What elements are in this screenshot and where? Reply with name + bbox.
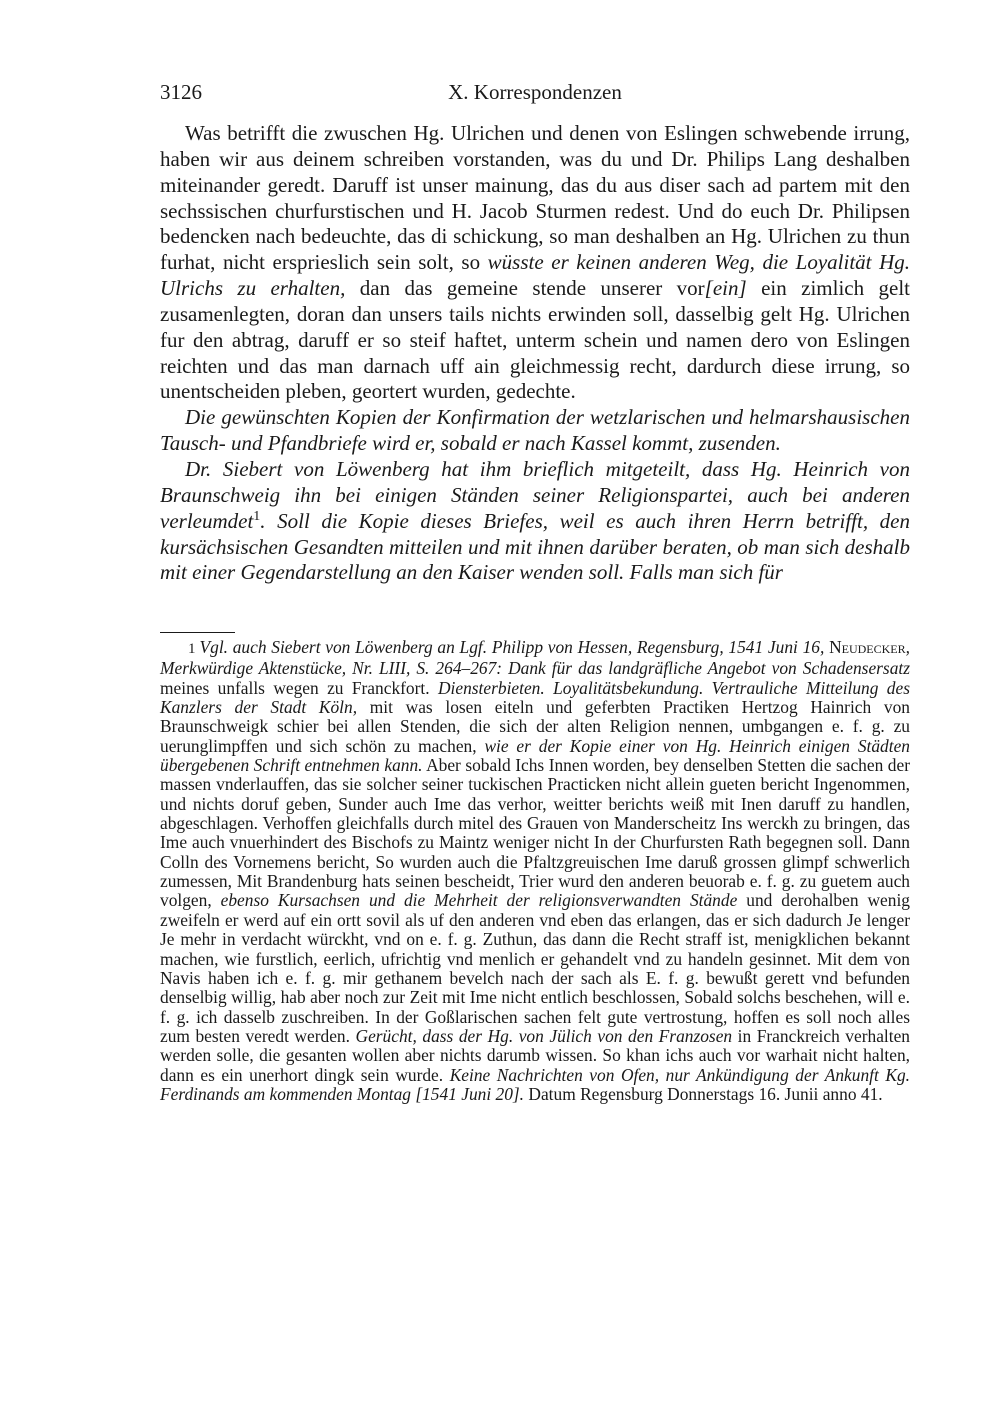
fn-author: Neudecker xyxy=(829,637,906,657)
fn-italic: ebenso Kursachsen und die Mehrheit der religionsverwandten Stände xyxy=(220,890,738,911)
fn-quote: und derohalben wenig zweifeln er werd auf ein ortt sovil als uf den anderen vnd eben das erlangen, das er sich dadurch Je lenger Je mehr in verdacht würckht, vnd on e. f. g. Zuthun, das dann die Recht straff ist, menigklichen bekannt machen, wie furstlich, eerlich, ufrichtig vnd menlich er gehandelt vnd zu handeln gesinnet. Mit dem von Navis haben ich e. f. g. mir gethanem bevelch nach der sach als E. f. g. bewußt gerett vnd befunden denselbig willig, hab aber noch zur Zeit mit Ime nicht entlich beschlossen, Sobald solchs beschehen, will e. f. g. ich dasselb zuschreiben. In der Goßlarischen sachen felt gute vertrostung, hoffen es soll noch alles zum besten veredt werden. xyxy=(160,890,910,1046)
editorial-summary: Dr. Siebert von Löwenberg hat ihm brieflich mitgeteilt, dass Hg. Heinrich von Braunschweig ihn bei einigen Ständen seiner Religionspartei, auch bei anderen verleumdet xyxy=(160,456,910,533)
footnote-separator xyxy=(160,632,235,633)
paragraph-1 xyxy=(160,121,910,405)
text-run: ein zimlich gelt zusamenlegten, doran dan unsers tails nichts erwinden soll, dasselbig gelt Hg. Ulrichen fur den abtrag, daruff er so steif haftet, unterm schein und namen dero von Eslingen reichten und das man darnach uff ain gleichmessig recht, dardurch diese irrung, so unentscheiden pleben, geortert wurden, gedechte. xyxy=(160,276,911,404)
footnote xyxy=(160,638,910,1104)
editorial-insertion: [ein] xyxy=(704,276,747,301)
editorial-summary: wüsste er keinen anderen Weg, die Loyalität Hg. Ulrichs zu erhalten, xyxy=(160,250,910,301)
page-header xyxy=(160,80,910,106)
main-text xyxy=(160,121,910,586)
fn-quote: in Franckreich verhalten werden solle, die gesanten wollen aber nichts darumb wissen. So khan ichs auch vor warhait nicht halten, dann es ein unerhort dingk sein wurde. xyxy=(160,1025,911,1085)
page-number: 3126 xyxy=(160,80,202,104)
footnote-reference[interactable]: 1 xyxy=(253,508,261,524)
fn-quote: mit was losen eiteln und geferbten Practiken Hertzog Hainrich von Braunschweigk schier bei allen Stenden, die sich der alten Religion nennen, umbgangen e. f. g. zu uerunglimpffen und sich schön zu machen, xyxy=(160,697,910,756)
editorial-summary: . Soll die Kopie dieses Briefes, weil es auch ihren Herrn betrifft, den kursächsischen Gesandten mitteilen und mit ihnen darüber beraten, ob man sich deshalb mit einer Gegendarstellung an den Kaiser wenden soll. Falls man sich für xyxy=(160,508,910,585)
footnote-text xyxy=(160,638,910,1104)
footnote-number: 1 xyxy=(188,641,196,657)
editorial-summary: Die gewünschten Kopien der Konfirmation der wetzlarischen und helmarshausischen Tausch- und Pfandbriefe wird er, sobald er nach Kassel kommt, zusenden. xyxy=(160,405,910,456)
text-run: dan das gemeine stende unserer vor xyxy=(359,276,705,301)
fn-italic: Gerücht, dass der Hg. von Jülich von den Franzosen xyxy=(355,1025,733,1046)
fn-italic: wie er der Kopie einer von Hg. Heinrich einigen Städten übergebenen Schrift entnehmen kann. xyxy=(160,735,910,776)
fn-italic: Vgl. auch Siebert von Löwenberg an Lgf. Philipp von Hessen, Regensburg, 1541 Juni 16, xyxy=(199,637,825,657)
fn-quote: meines unfalls wegen zu Franckfort. xyxy=(160,677,430,698)
fn-quote: Aber sobald Ichs Innen worden, bey denselben Stetten die sachen der massen vnderlauffen, das sie solcher seiner tuckischen Practicken nicht allein gueten bericht Ingenommen, und nichts doruf geben, Sunder auch Ime das verhor, weitter berichts weiß mit Inen daruff zu handlen, abgeschlagen. Verhoffen gleichfalls durch mitel des Grauen von Manderscheitz Ins werckh zu bringen, das Ime auch vnuerhindert des Bischofs zu Maintz weniger nicht In der Churfursten Rath begegnen soll. Dann Colln des Vornemens bericht, So wurden auch die Pfaltzgreuischen Ime daruß grossen glimpf schwerlich zumessen, Mit Brandenburg hats seinen bescheidt, Trier wurd den anderen beuorab e. f. g. zu guetem auch volgen, xyxy=(160,755,910,911)
paragraph-2 xyxy=(160,405,910,457)
fn-italic: Diensterbieten. Loyalitätsbekundung. Vertrauliche Mitteilung des Kanzlers der Stadt Köln, xyxy=(160,677,910,718)
paragraph-3 xyxy=(160,457,910,586)
fn-quote: Datum Regensburg Donnerstags 16. Junii anno 41. xyxy=(528,1083,883,1104)
fn-italic: , Merkwürdige Aktenstücke, Nr. LIII, S. 264–267: Dank für das landgräfliche Angebot von Schadensersatz xyxy=(160,637,910,679)
running-title: X. Korrespondenzen xyxy=(448,80,622,104)
fn-italic: Keine Nachrichten von Ofen, nur Ankündigung der Ankunft Kg. Ferdinands am kommenden Montag [1541 Juni 20]. xyxy=(160,1064,910,1104)
text-run: Was betrifft die zwuschen Hg. Ulrichen und denen von Eslingen schwebende irrung, haben wir aus deinem schreiben vorstanden, was du und Dr. Philips Lang deshalben miteinander geredt. Daruff ist unser mainung, das du aus diser sach ad partem mit den sechssischen churfurstischen und H. Jacob Sturmen redest. Und do euch Dr. Philipsen bedencken nach bedeuchte, das di schickung, so man deshalben an Hg. Ulrichen zu thun furhat, nicht ersprieslich sein solt, so xyxy=(160,121,910,275)
